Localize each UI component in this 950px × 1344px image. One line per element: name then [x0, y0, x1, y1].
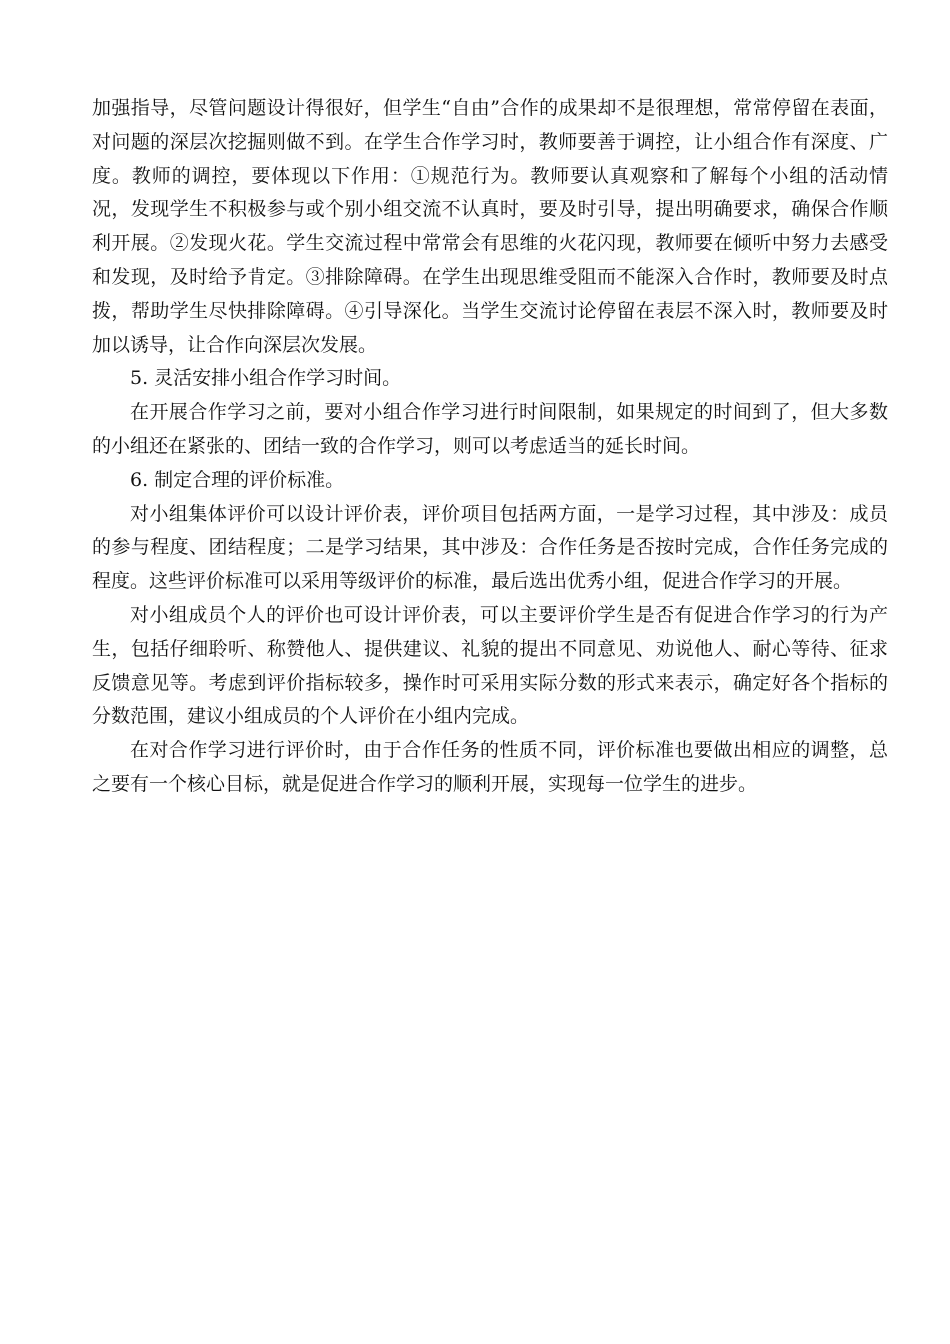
paragraph: 对小组成员个人的评价也可设计评价表，可以主要评价学生是否有促进合作学习的行为产生，包括仔细聆听、称赞他人、提供建议、礼貌的提出不同意见、劝说他人、耐心等待、征求反馈意见等。考虑到评价指标较多，操作时可采用实际分数的形式来表示，确定好各个指标的分数范围，建议小组成员的个人评价在小组内完成。: [92, 603, 888, 728]
document-page: [92, 92, 888, 802]
heading-5: 5. 灵活安排小组合作学习时间。: [130, 367, 402, 390]
paragraph: 在对合作学习进行评价时，由于合作任务的性质不同，评价标准也要做出相应的调整，总之要有一个核心目标，就是促进合作学习的顺利开展，实现每一位学生的进步。: [92, 739, 888, 795]
paragraph: 对小组集体评价可以设计评价表，评价项目包括两方面，一是学习过程，其中涉及：成员的参与程度、团结程度；二是学习结果，其中涉及：合作任务是否按时完成，合作任务完成的程度。这些评价标准可以采用等级评价的标准，最后选出优秀小组，促进合作学习的开展。: [92, 502, 888, 593]
heading-6: 6. 制定合理的评价标准。: [130, 468, 345, 491]
paragraph-continued: 加强指导，尽管问题设计得很好，但学生“自由”合作的成果却不是很理想，常常停留在表面，对问题的深层次挖掘则做不到。在学生合作学习时，教师要善于调控，让小组合作有深度、广度。教师的调控，要体现以下作用：①规范行为。教师要认真观察和了解每个小组的活动情况，发现学生不积极参与或个别小组交流不认真时，要及时引导，提出明确要求，确保合作顺利开展。②发现火花。学生交流过程中常常会有思维的火花闪现，教师要在倾听中努力去感受和发现，及时给予肯定。③排除障碍。在学生出现思维受阻而不能深入合作时，教师要及时点拨，帮助学生尽快排除障碍。④引导深化。当学生交流讨论停留在表层不深入时，教师要及时加以诱导，让合作向深层次发展。: [92, 97, 888, 356]
paragraph: 在开展合作学习之前，要对小组合作学习进行时间限制，如果规定的时间到了，但大多数的小组还在紧张的、团结一致的合作学习，则可以考虑适当的延长时间。: [92, 401, 888, 457]
